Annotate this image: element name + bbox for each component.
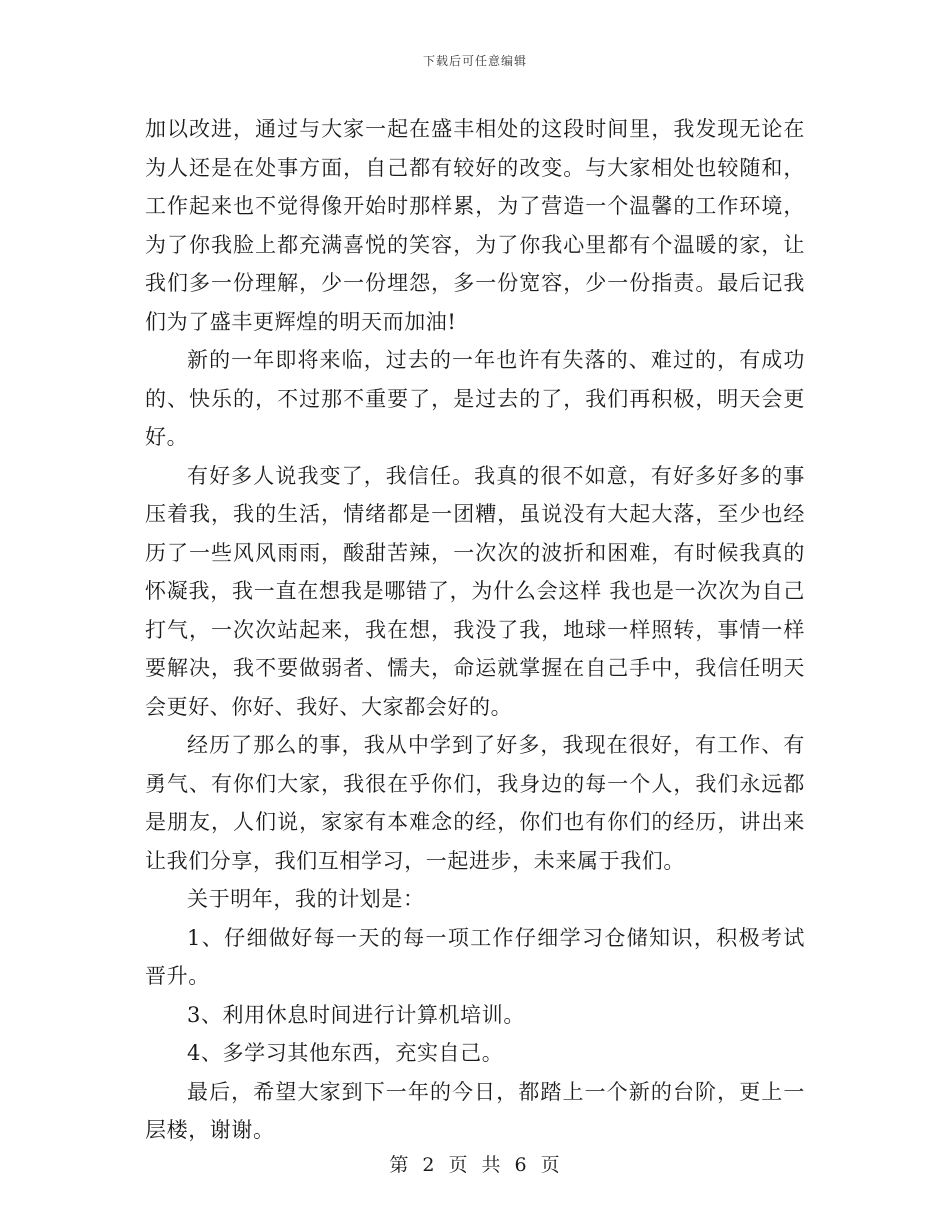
plan-item-1: 1、仔细做好每一天的每一项工作仔细学习仓储知识，积极考试晋升。 xyxy=(145,925,805,988)
document-body xyxy=(145,110,805,1150)
plan-item-4: 4、多学习其他东西，充实自己。 xyxy=(187,1041,504,1065)
page-header: 下载后可任意编辑 xyxy=(422,54,527,68)
plan-item-3: 3、利用休息时间进行计算机培训。 xyxy=(187,1002,525,1027)
paragraph-closing: 最后，希望大家到下一年的今日，都踏上一个新的台阶，更上一层楼，谢谢。 xyxy=(145,1079,805,1142)
paragraph-new-year: 新的一年即将来临，过去的一年也许有失落的、难过的，有成功的、快乐的，不过那不重要了，是过去的了，我们再积极，明天会更好。 xyxy=(145,348,805,449)
paragraph-changes: 有好多人说我变了，我信任。我真的很不如意，有好多好多的事压着我，我的生活，情绪都是一团糟，虽说没有大起大落，至少也经历了一些风风雨雨，酸甜苦辣，一次次的波折和困难，有时候我真的怀凝我，我一直在想我是哪错了，为什么会这样 我也是一次次为自己打气，一次次站起来，我在想，我没了我，地球一样照转，事情一样要解决，我不要做弱者、懦夫，命运就掌握在自己手中，我信任明天会更好、你好、我好、大家都会好的。 xyxy=(145,463,805,719)
page-footer: 第 2 页 共 6 页 xyxy=(389,1154,561,1176)
paragraph-plan-intro: 关于明年，我的计划是： xyxy=(187,887,425,911)
paragraph-experience: 经历了那么的事，我从中学到了好多，我现在很好，有工作、有勇气、有你们大家，我很在乎你们，我身边的每一个人，我们永远都是朋友，人们说，家家有本难念的经，你们也有你们的经历，讲出来让我们分享，我们互相学习，一起进步，未来属于我们。 xyxy=(145,733,805,873)
paragraph-continuation: 加以改进，通过与大家一起在盛丰相处的这段时间里，我发现无论在为人还是在处事方面，自己都有较好的改变。与大家相处也较随和，工作起来也不觉得像开始时那样累，为了营造一个温馨的工作环境，为了你我脸上都充满喜悦的笑容，为了你我心里都有个温暖的家，让我们多一份理解，少一份埋怨，多一份宽容，少一份指责。最后记我们为了盛丰更辉煌的明天而加油! xyxy=(145,117,805,334)
